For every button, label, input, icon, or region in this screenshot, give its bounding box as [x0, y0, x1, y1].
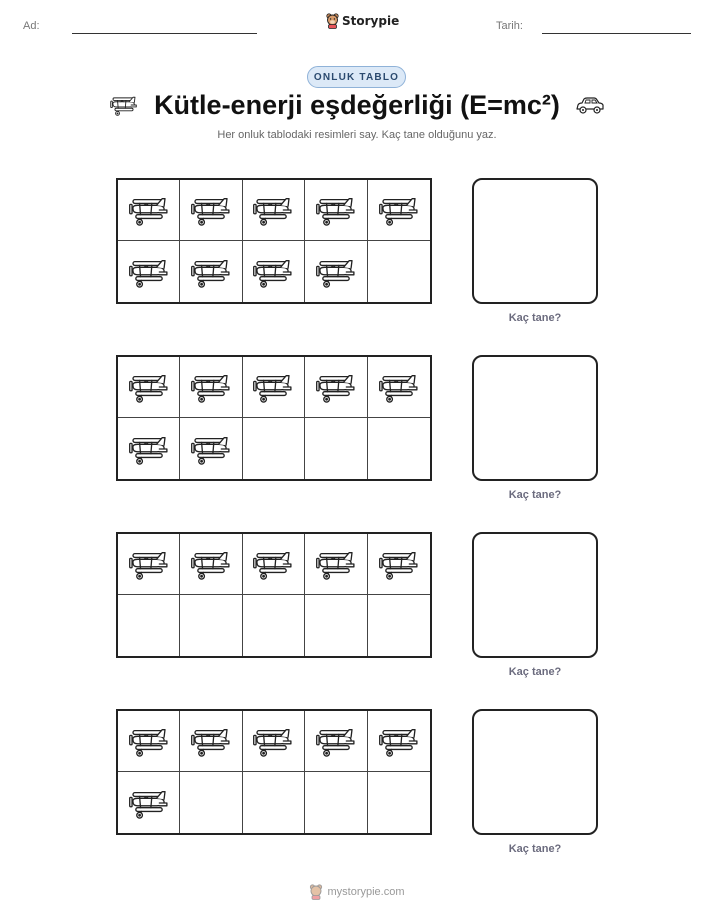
ten-frame-cell	[180, 711, 242, 772]
brand-logo	[326, 13, 399, 29]
biplane-icon	[128, 256, 170, 288]
answer-box[interactable]	[472, 178, 598, 304]
biplane-icon	[128, 371, 170, 403]
ten-frame-cell	[243, 357, 305, 418]
ten-frame-cell	[368, 711, 430, 772]
name-label: Ad:	[23, 20, 40, 32]
biplane-icon	[190, 725, 232, 757]
ten-frame-cell	[118, 357, 180, 418]
biplane-icon	[315, 371, 357, 403]
ten-frame-cell	[243, 595, 305, 656]
ten-frame-cell	[368, 418, 430, 479]
biplane-icon	[128, 194, 170, 226]
ten-frame-cell	[180, 357, 242, 418]
answer-label: Kaç tane?	[508, 843, 562, 855]
footer-url[interactable]: mystorypie.com	[327, 886, 405, 898]
ten-frame-cell	[118, 772, 180, 833]
ten-frame-cell	[180, 180, 242, 241]
ten-frame-cell	[368, 534, 430, 595]
section-badge: ONLUK TABLO	[307, 66, 406, 88]
ten-frame	[116, 532, 432, 658]
biplane-icon	[252, 256, 294, 288]
ten-frame-cell	[305, 180, 367, 241]
ten-frame-cell	[118, 241, 180, 302]
ten-frame-cell	[118, 534, 180, 595]
answer-label: Kaç tane?	[508, 312, 562, 324]
ten-frame-cell	[118, 418, 180, 479]
answer-label: Kaç tane?	[508, 489, 562, 501]
ten-frame-cell	[368, 595, 430, 656]
biplane-icon	[252, 548, 294, 580]
answer-box[interactable]	[472, 709, 598, 835]
ten-frame-cell	[305, 711, 367, 772]
name-line[interactable]	[72, 33, 257, 34]
ten-frame-cell	[118, 595, 180, 656]
ten-frame-cell	[180, 418, 242, 479]
answer-label: Kaç tane?	[508, 666, 562, 678]
ten-frame-cell	[118, 180, 180, 241]
biplane-icon	[190, 256, 232, 288]
ten-frame-cell	[305, 595, 367, 656]
ten-frame-cell	[243, 241, 305, 302]
ten-frame-cell	[243, 711, 305, 772]
biplane-icon	[378, 371, 420, 403]
ten-frame-cell	[243, 772, 305, 833]
date-line[interactable]	[542, 33, 691, 34]
ten-frame	[116, 709, 432, 835]
ten-frame-cell	[180, 595, 242, 656]
biplane-icon	[128, 725, 170, 757]
ten-frame-cell	[243, 180, 305, 241]
biplane-icon	[128, 433, 170, 465]
ten-frame-cell	[305, 534, 367, 595]
ten-frame-cell	[305, 241, 367, 302]
ten-frame-cell	[243, 534, 305, 595]
biplane-icon	[128, 787, 170, 819]
ten-frame-cell	[368, 772, 430, 833]
bear-mascot-icon	[326, 13, 339, 29]
biplane-icon	[378, 725, 420, 757]
ten-frame-cell	[118, 711, 180, 772]
ten-frame-cell	[368, 241, 430, 302]
brand-name: Storypie	[342, 14, 400, 28]
ten-frame-cell	[305, 357, 367, 418]
biplane-icon	[315, 256, 357, 288]
ten-frame	[116, 355, 432, 481]
ten-frame-cell	[180, 534, 242, 595]
biplane-icon	[378, 194, 420, 226]
biplane-icon	[378, 548, 420, 580]
ten-frame-cell	[180, 241, 242, 302]
biplane-icon	[315, 194, 357, 226]
biplane-icon	[190, 433, 232, 465]
ten-frame	[116, 178, 432, 304]
biplane-icon	[128, 548, 170, 580]
answer-box[interactable]	[472, 355, 598, 481]
footer	[0, 884, 714, 900]
ten-frame-cell	[305, 418, 367, 479]
ten-frame-cell	[368, 357, 430, 418]
ten-frame-cell	[243, 418, 305, 479]
page-title: Kütle-enerji eşdeğerliği (E=mc²)	[154, 90, 560, 120]
biplane-icon	[315, 725, 357, 757]
biplane-icon	[190, 548, 232, 580]
ten-frame-cell	[368, 180, 430, 241]
biplane-icon	[252, 371, 294, 403]
biplane-icon	[190, 371, 232, 403]
instructions: Her onluk tablodaki resimleri say. Kaç tane olduğunu yaz.	[217, 129, 497, 141]
ten-frame-cell	[180, 772, 242, 833]
biplane-icon	[252, 725, 294, 757]
biplane-icon	[252, 194, 294, 226]
date-label: Tarih:	[496, 20, 523, 32]
biplane-icon	[315, 548, 357, 580]
bear-mascot-icon	[309, 884, 323, 900]
title-car-icon	[574, 96, 605, 121]
biplane-icon	[190, 194, 232, 226]
ten-frame-cell	[305, 772, 367, 833]
answer-box[interactable]	[472, 532, 598, 658]
